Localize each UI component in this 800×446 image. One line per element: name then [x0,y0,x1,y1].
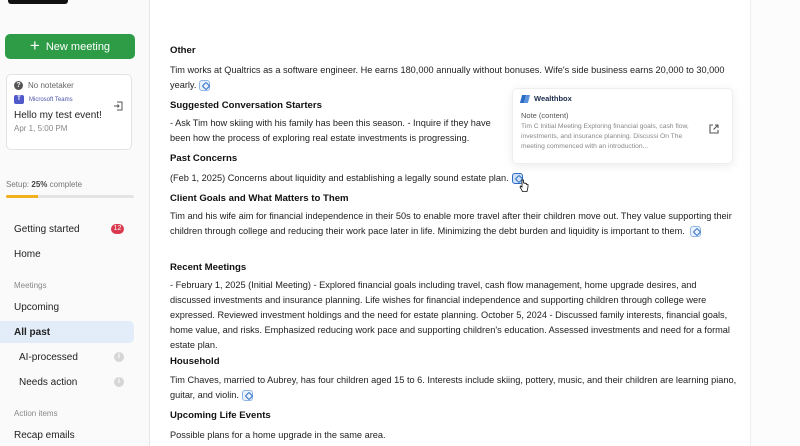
concerns-text-body: (Feb 1, 2025) Concerns about liquidity and establishing a legally sound estate plan. [170,173,509,183]
meeting-platform [14,95,124,104]
join-icon[interactable] [113,101,123,111]
nav-getting-started-label: Getting started [14,223,80,235]
starters-heading: Suggested Conversation Starters [170,100,322,111]
setup-status [6,180,82,189]
nav-ai-processed-label: AI-processed [19,351,78,363]
external-link-icon[interactable] [708,123,720,135]
other-heading: Other [170,45,196,56]
nav-recap-emails[interactable] [0,424,134,446]
meetings-section-label: Meetings [14,281,47,290]
nav-getting-started[interactable] [0,218,134,240]
app-logo [8,0,68,4]
info-icon: i [114,377,124,387]
plus-icon: + [29,36,40,55]
right-panel [750,0,800,446]
nav-ai-processed[interactable] [0,346,134,368]
wealthbox-icon[interactable] [242,390,253,401]
nav-upcoming-label: Upcoming [14,301,60,313]
household-heading: Household [170,356,220,367]
new-meeting-label: New meeting [45,40,111,53]
popover-note-preview: Tim C Initial Meeting Exploring financial goals, cash flow, investments, and insurance planning. Discussi On The meeting commenced with an introduction... [521,123,689,150]
setup-prefix: Setup: [6,180,30,189]
setup-progress-bar [6,195,134,198]
sidebar [0,0,150,446]
nav-upcoming[interactable] [0,296,134,318]
household-text [170,373,738,403]
nav-all-past[interactable] [0,321,134,343]
recent-meetings-heading: Recent Meetings [170,262,247,273]
teams-icon: T [14,95,24,104]
notetaker-label: No notetaker [28,81,74,90]
upcoming-events-text: Possible plans for a home upgrade in the same area. [170,430,386,440]
goals-heading: Client Goals and What Matters to Them [170,193,349,204]
setup-percent: 25% [31,180,48,189]
platform-label: Microsoft Teams [29,96,73,103]
popover-note-label: Note (content) [521,111,569,120]
nav-home-label: Home [14,248,41,260]
concerns-text [170,171,738,186]
notification-badge: 12 [111,224,124,234]
wealthbox-brand-label: Wealthbox [534,94,572,103]
household-text-body: Tim Chaves, married to Aubrey, has four children aged 15 to 6. Interests include skiing, pottery, music, and their children are learning piano, guitar, and violin. [170,375,737,400]
notetaker-status [14,81,124,90]
nav-recap-emails-label: Recap emails [14,429,75,441]
starters-text: - Ask Tim how skiing with his family has been this season. - Inquire if they have been how the process of exploring real estate investments is progressing. [170,118,491,143]
action-items-section-label: Action items [14,409,58,418]
recent-meetings-text: - February 1, 2025 (Initial Meeting) - Explored financial goals including travel, cash flow management, home upgrade desires, and discussed investments and insurance planning. Life wishes for financial independence and supporting children through college were expressed. Reviewed investment holdings and the need for estate planning. October 5, 2024 - Discussed family interests, financial goals, home value, and risks. Emphasized reducing work pace and supporting children's education. Assessed investments and need for a formal estate plan. [170,280,730,350]
event-title: Hello my test event! [14,110,102,121]
nav-needs-action-label: Needs action [19,376,78,388]
wealthbox-icon[interactable] [690,226,701,237]
goals-text [170,209,738,239]
upcoming-event-card[interactable] [6,74,132,150]
setup-progress-fill [6,195,38,198]
concerns-heading: Past Concerns [170,153,238,164]
pointer-cursor [519,179,529,193]
question-icon: ? [14,81,23,90]
event-time: Apr 1, 5:00 PM [14,124,68,133]
wealthbox-popover[interactable] [512,88,733,164]
main-content [151,0,800,446]
nav-all-past-label: All past [14,326,51,338]
wealthbox-icon[interactable] [199,80,210,91]
other-text-body: Tim works at Qualtrics as a software engineer. He earns 180,000 annually without bonuses. Wife's side business earns 20,000 to 30,000 yearly. [170,65,725,90]
new-meeting-button[interactable] [5,34,135,59]
goals-text-body: Tim and his wife aim for financial independence in their 50s to enable more travel after their children move out. They value supporting their children through college and reducing their work pace later in life. Minimizing the debt burden and liquidity is important to them. [170,211,732,236]
setup-suffix: complete [49,180,83,189]
wealthbox-logo-icon [521,95,530,103]
info-icon: i [114,352,124,362]
nav-home[interactable] [0,243,134,265]
wealthbox-brand [521,94,724,103]
upcoming-events-heading: Upcoming Life Events [170,410,271,421]
nav-needs-action[interactable] [0,371,134,393]
